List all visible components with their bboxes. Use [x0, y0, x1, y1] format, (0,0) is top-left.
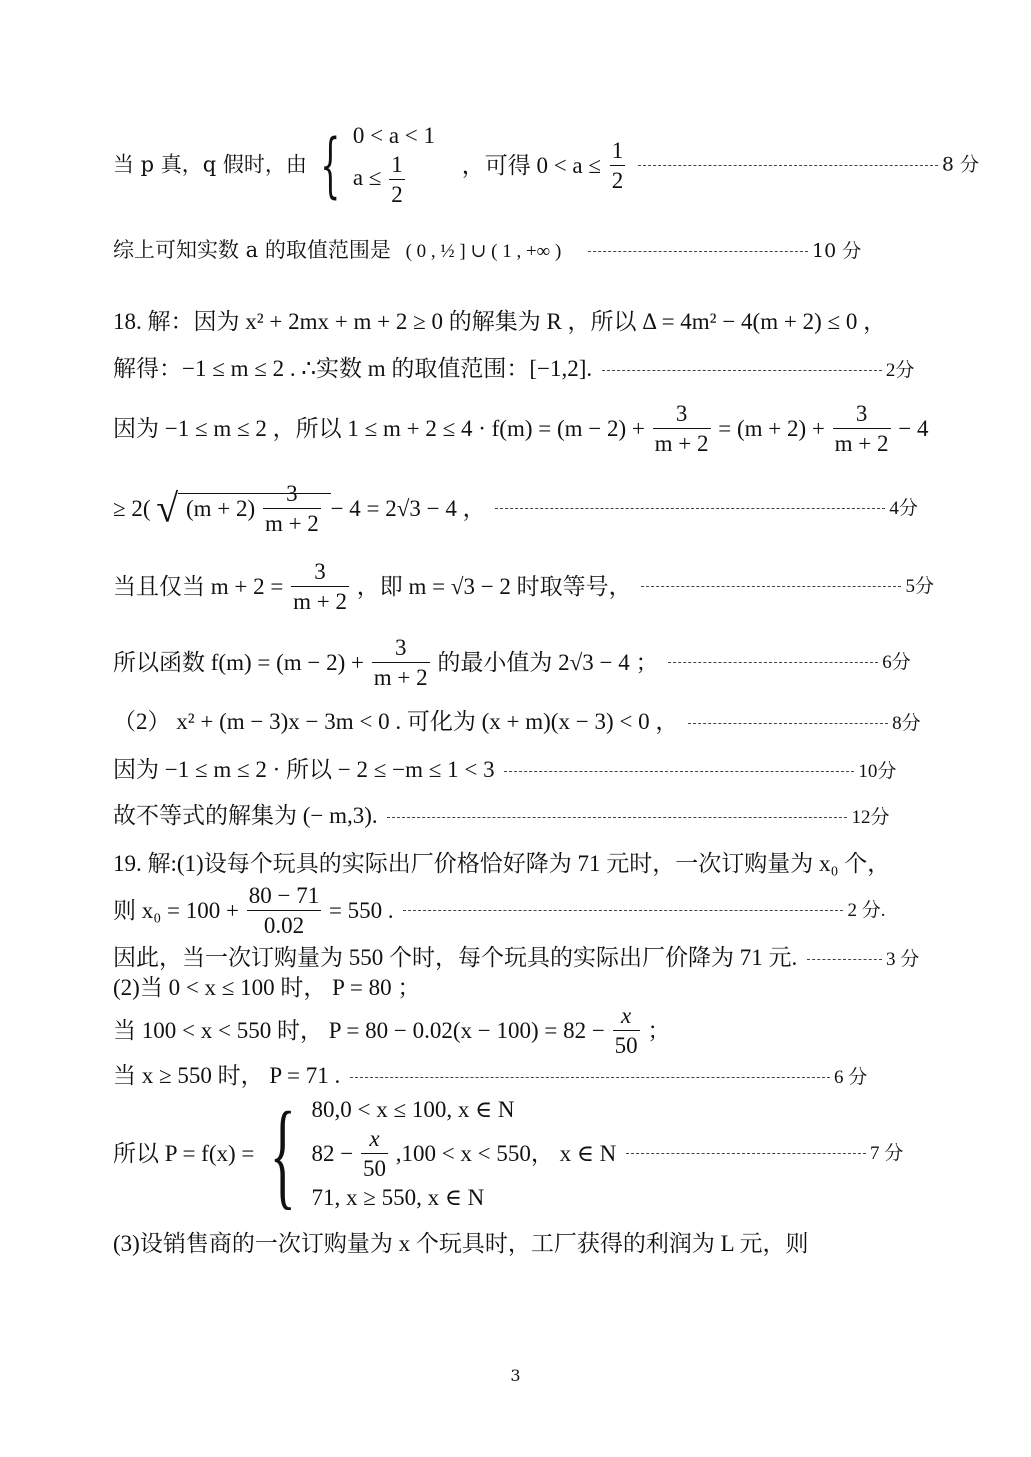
q18-line-2: 解得：−1 ≤ m ≤ 2 . ∴实数 m 的取值范围：[−1,2]. 2分	[113, 356, 915, 381]
q19-line-6: 当 x ≥ 550 时， P = 71 . 6 分	[113, 1063, 868, 1088]
q18-heading: 18. 解：因为 x² + 2mx + m + 2 ≥ 0 的解集为 R ，所以 Δ = 4m² − 4(m + 2) ≤ 0 ，	[113, 309, 887, 334]
q18-line-6: 所以函数 f(m) = (m − 2) + $\frac{3}{m + 2}$ 的最小值为 2√3 − 4 ； 6分	[113, 635, 911, 690]
q19-line-3: 因此，当一次订购量为 550 个时，每个玩具的实际出厂价降为 71 元. 3 分	[113, 945, 920, 970]
system-of-inequalities: 0 < a < 1 a ≤ $\frac{1}{2}$	[352, 123, 435, 207]
page-number: 3	[510, 1366, 521, 1385]
q19-heading: 19. 解:(1)设每个玩具的实际出厂价格恰好降为 71 元时，一次订购量为 x₀ 个，	[113, 851, 891, 876]
q19-line-5: 当 100 < x < 550 时， P = 80 − 0.02(x − 100) = 82 − $\frac{x}{50}$ ；	[113, 1003, 671, 1058]
q19-line-4: (2)当 0 < x ≤ 100 时， P = 80 ；	[113, 975, 421, 1000]
q19-line-8: (3)设销售商的一次订购量为 x 个玩具时，工厂获得的利润为 L 元，则	[113, 1231, 809, 1256]
left-brace: {	[319, 124, 340, 206]
piecewise-cases: 80,0 < x ≤ 100, x ∈ N 82 − $\frac{x}{50}$ ,100 < x < 550， x ∈ N 7 分 71, x ≥ 550, x ∈ N	[311, 1097, 904, 1210]
line-p-true-q-false: 当 p 真，q 假时，由 { 0 < a < 1 a ≤ $\frac{1}{2}$ ，可得 0 < a ≤ $\frac{1}{2}$ 8 分	[113, 118, 979, 212]
q19-piecewise: 所以 P = f(x) = { 80,0 < x ≤ 100, x ∈ N 82 − $\frac{x}{50}$ ,100 < x < 550， x ∈ N 7 分 71, x ≥ 550, x ∈ N	[113, 1086, 904, 1220]
left-brace: {	[269, 1086, 296, 1220]
q18-line-7: （2） x² + (m − 3)x − 3m < 0 . 可化为 (x + m)(x − 3) < 0 ， 8分	[113, 709, 921, 734]
q18-line-3: 因为 −1 ≤ m ≤ 2 ，所以 1 ≤ m + 2 ≤ 4 · f(m) = (m − 2) + $\frac{3}{m + 2}$ = (m + 2) + $\frac{3}{m + 2}$ − 4	[113, 401, 929, 456]
q18-line-4: ≥ 2( √ (m + 2) $\frac{3}{m + 2}$ − 4 = 2√3 − 4 ， 4分	[113, 481, 918, 536]
q18-line-9: 故不等式的解集为 (− m,3). 12分	[113, 803, 890, 828]
q19-line-2: 则 x₀ = 100 + $\frac{80 - 71}{0.02}$ = 550 . 2 分.	[113, 883, 886, 938]
q18-line-8: 因为 −1 ≤ m ≤ 2 · 所以 − 2 ≤ −m ≤ 1 < 3 10分	[113, 757, 897, 782]
q18-line-5: 当且仅当 m + 2 = $\frac{3}{m + 2}$ ，即 m = √3 − 2 时取等号， 5分	[113, 559, 934, 614]
line-range-summary: 综上可知实数 a 的取值范围是 ( 0 , ½ ] ∪ ( 1 , +∞ ) 10 分	[113, 238, 862, 262]
